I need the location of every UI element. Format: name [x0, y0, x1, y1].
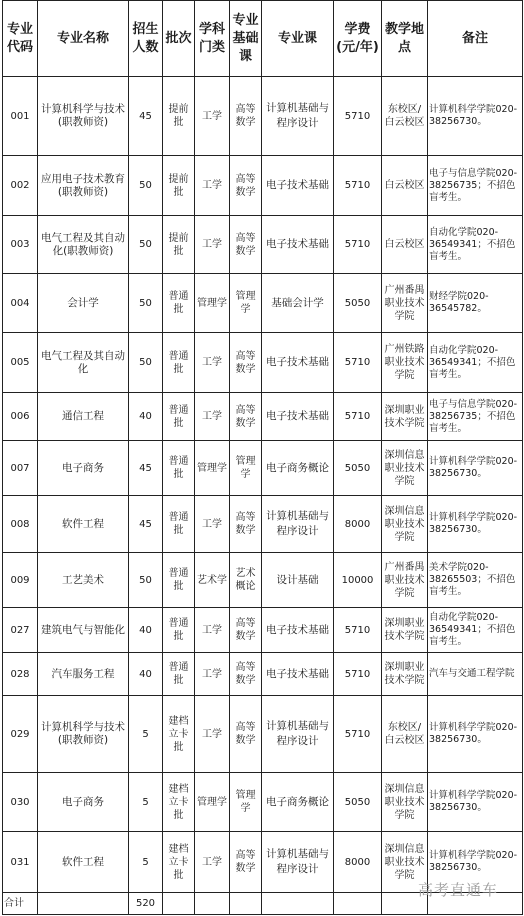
- cell-major-code: 028: [3, 653, 38, 696]
- cell-location: 深圳职业技术学院: [382, 608, 428, 653]
- cell-location: 深圳信息职业技术学院: [382, 496, 428, 553]
- cell-batch: 普通批: [163, 441, 195, 496]
- cell-location: 白云校区: [382, 156, 428, 216]
- cell-major-code: 009: [3, 553, 38, 608]
- header-remarks: 备注: [428, 1, 523, 77]
- cell-major-course: 电子商务概论: [262, 773, 334, 832]
- cell-location: 东校区/白云校区: [382, 696, 428, 773]
- cell-major-name: 会计学: [38, 274, 129, 333]
- cell-major-code: 003: [3, 216, 38, 274]
- cell-tuition: 5710: [334, 393, 382, 441]
- header-tuition: 学费(元/年): [334, 1, 382, 77]
- cell-location: 深圳职业技术学院: [382, 393, 428, 441]
- cell-major-name: 应用电子技术教育(职教师资): [38, 156, 129, 216]
- cell-major-code: 005: [3, 333, 38, 393]
- cell-remarks: 自动化学院020-36549341；不招色盲考生。: [428, 608, 523, 653]
- cell-batch: 普通批: [163, 653, 195, 696]
- cell-major-course: 电子技术基础: [262, 653, 334, 696]
- cell-batch: 建档立卡批: [163, 696, 195, 773]
- cell-tuition: 5710: [334, 608, 382, 653]
- cell-batch: 建档立卡批: [163, 773, 195, 832]
- cell-tuition: 5710: [334, 156, 382, 216]
- cell-remarks: 计算机科学学院020-38256730。: [428, 496, 523, 553]
- cell-batch: 普通批: [163, 496, 195, 553]
- cell-major-course: 电子技术基础: [262, 216, 334, 274]
- header-code: 专业代码: [3, 1, 38, 77]
- cell-major-code: 027: [3, 608, 38, 653]
- cell-basic-course: 高等数学: [230, 393, 262, 441]
- cell-basic-course: 管理学: [230, 274, 262, 333]
- cell-remarks: 美术学院020-38265503；不招色盲考生。: [428, 553, 523, 608]
- cell-location: 深圳职业技术学院: [382, 653, 428, 696]
- cell-major-name: 电气工程及其自动化: [38, 333, 129, 393]
- cell-remarks: 计算机科学学院020-38256730。: [428, 696, 523, 773]
- cell-enrollment: 45: [129, 77, 163, 156]
- table-row: [3, 77, 523, 156]
- cell-basic-course: 高等数学: [230, 832, 262, 893]
- header-enrollment: 招生人数: [129, 1, 163, 77]
- cell-major-code: 029: [3, 696, 38, 773]
- cell-major-code: 030: [3, 773, 38, 832]
- cell-basic-course: 管理学: [230, 773, 262, 832]
- cell-enrollment: 50: [129, 333, 163, 393]
- cell-basic-course: 高等数学: [230, 156, 262, 216]
- cell-location: 广州铁路职业技术学院: [382, 333, 428, 393]
- cell-discipline: 管理学: [195, 773, 230, 832]
- cell-location: 广州番禺职业技术学院: [382, 553, 428, 608]
- header-discipline: 学科门类: [195, 1, 230, 77]
- cell-tuition: 8000: [334, 496, 382, 553]
- cell-location: 深圳信息职业技术学院: [382, 832, 428, 893]
- cell-major-code: 001: [3, 77, 38, 156]
- cell-major-code: 008: [3, 496, 38, 553]
- cell-major-code: 031: [3, 832, 38, 893]
- cell-major-course: 计算机基础与程序设计: [262, 496, 334, 553]
- header-major-name: 专业名称: [38, 1, 129, 77]
- cell-discipline: 工学: [195, 653, 230, 696]
- cell-location: 深圳信息职业技术学院: [382, 773, 428, 832]
- table-row: [3, 653, 523, 696]
- cell-enrollment: 5: [129, 773, 163, 832]
- cell-remarks: 自动化学院020-36549341；不招色盲考生。: [428, 333, 523, 393]
- cell-tuition: 5050: [334, 773, 382, 832]
- cell-major-course: 计算机基础与程序设计: [262, 696, 334, 773]
- cell-major-name: 工艺美术: [38, 553, 129, 608]
- cell-discipline: 工学: [195, 216, 230, 274]
- cell-batch: 提前批: [163, 77, 195, 156]
- table-row: [3, 608, 523, 653]
- cell-batch: 普通批: [163, 274, 195, 333]
- cell-tuition: 5050: [334, 441, 382, 496]
- cell-remarks: 财经学院020-36545782。: [428, 274, 523, 333]
- cell-discipline: 工学: [195, 156, 230, 216]
- table-row: [3, 496, 523, 553]
- cell-major-name: 通信工程: [38, 393, 129, 441]
- cell-major-course: 电子商务概论: [262, 441, 334, 496]
- cell-location: 白云校区: [382, 216, 428, 274]
- cell-tuition: 5050: [334, 274, 382, 333]
- cell-location: 广州番禺职业技术学院: [382, 274, 428, 333]
- cell-major-code: 002: [3, 156, 38, 216]
- cell-major-course: 计算机基础与程序设计: [262, 832, 334, 893]
- cell-major-course: 基础会计学: [262, 274, 334, 333]
- cell-major-course: 电子技术基础: [262, 608, 334, 653]
- cell-discipline: 管理学: [195, 274, 230, 333]
- cell-tuition: 5710: [334, 333, 382, 393]
- cell-major-code: 007: [3, 441, 38, 496]
- cell-batch: 普通批: [163, 393, 195, 441]
- table-row: [3, 696, 523, 773]
- cell-enrollment: 40: [129, 653, 163, 696]
- cell-basic-course: 高等数学: [230, 333, 262, 393]
- cell-major-name: 计算机科学与技术(职教师资): [38, 77, 129, 156]
- cell-enrollment: 45: [129, 496, 163, 553]
- cell-remarks: 计算机科学学院020-38256730。: [428, 832, 523, 893]
- cell-major-name: 电气工程及其自动化(职教师资): [38, 216, 129, 274]
- cell-batch: 提前批: [163, 156, 195, 216]
- total-label: 合计: [3, 893, 38, 915]
- cell-enrollment: 40: [129, 608, 163, 653]
- cell-enrollment: 50: [129, 274, 163, 333]
- cell-remarks: 自动化学院020-36549341；不招色盲考生。: [428, 216, 523, 274]
- table-row: [3, 393, 523, 441]
- cell-enrollment: 50: [129, 216, 163, 274]
- cell-remarks: 计算机科学学院020-38256730。: [428, 773, 523, 832]
- cell-batch: 普通批: [163, 608, 195, 653]
- table-row: [3, 441, 523, 496]
- cell-enrollment: 45: [129, 441, 163, 496]
- cell-remarks: 计算机科学学院020-38256730。: [428, 77, 523, 156]
- cell-basic-course: 管理学: [230, 441, 262, 496]
- cell-discipline: 工学: [195, 608, 230, 653]
- cell-major-course: 设计基础: [262, 553, 334, 608]
- cell-major-code: 004: [3, 274, 38, 333]
- cell-discipline: 工学: [195, 696, 230, 773]
- cell-remarks: 计算机科学学院020-38256730。: [428, 441, 523, 496]
- table-row: [3, 773, 523, 832]
- cell-basic-course: 艺术概论: [230, 553, 262, 608]
- cell-major-name: 软件工程: [38, 496, 129, 553]
- cell-discipline: 工学: [195, 832, 230, 893]
- cell-basic-course: 高等数学: [230, 77, 262, 156]
- total-blank: [38, 893, 129, 915]
- cell-tuition: 5710: [334, 696, 382, 773]
- cell-batch: 普通批: [163, 333, 195, 393]
- cell-major-name: 电子商务: [38, 773, 129, 832]
- cell-tuition: 8000: [334, 832, 382, 893]
- cell-discipline: 艺术学: [195, 553, 230, 608]
- cell-major-name: 建筑电气与智能化: [38, 608, 129, 653]
- cell-batch: 提前批: [163, 216, 195, 274]
- cell-major-course: 电子技术基础: [262, 333, 334, 393]
- cell-major-code: 006: [3, 393, 38, 441]
- cell-remarks: 汽车与交通工程学院: [428, 653, 523, 696]
- cell-discipline: 工学: [195, 77, 230, 156]
- cell-location: 深圳信息职业技术学院: [382, 441, 428, 496]
- cell-tuition: 5710: [334, 653, 382, 696]
- header-location: 教学地点: [382, 1, 428, 77]
- cell-remarks: 电子与信息学院020-38256735；不招色盲考生。: [428, 393, 523, 441]
- cell-location: 东校区/白云校区: [382, 77, 428, 156]
- header-basic-course: 专业基础课: [230, 1, 262, 77]
- cell-enrollment: 5: [129, 696, 163, 773]
- admissions-table: [2, 0, 523, 915]
- cell-batch: 建档立卡批: [163, 832, 195, 893]
- cell-basic-course: 高等数学: [230, 608, 262, 653]
- cell-major-name: 汽车服务工程: [38, 653, 129, 696]
- cell-major-course: 电子技术基础: [262, 393, 334, 441]
- cell-tuition: 5710: [334, 216, 382, 274]
- cell-batch: 普通批: [163, 553, 195, 608]
- table-row: [3, 216, 523, 274]
- cell-basic-course: 高等数学: [230, 496, 262, 553]
- cell-tuition: 10000: [334, 553, 382, 608]
- cell-enrollment: 50: [129, 553, 163, 608]
- table-row: [3, 553, 523, 608]
- cell-discipline: 管理学: [195, 441, 230, 496]
- watermark: 高考直通车: [417, 881, 498, 899]
- header-row: [3, 1, 523, 77]
- cell-tuition: 5710: [334, 77, 382, 156]
- header-major-course: 专业课: [262, 1, 334, 77]
- table-row: [3, 333, 523, 393]
- cell-major-course: 电子技术基础: [262, 156, 334, 216]
- table-row: [3, 156, 523, 216]
- cell-discipline: 工学: [195, 496, 230, 553]
- total-count: 520: [129, 893, 163, 915]
- cell-enrollment: 5: [129, 832, 163, 893]
- cell-major-course: 计算机基础与程序设计: [262, 77, 334, 156]
- cell-enrollment: 40: [129, 393, 163, 441]
- cell-discipline: 工学: [195, 393, 230, 441]
- cell-major-name: 电子商务: [38, 441, 129, 496]
- cell-basic-course: 高等数学: [230, 696, 262, 773]
- cell-major-name: 计算机科学与技术(职教师资): [38, 696, 129, 773]
- table-row: [3, 274, 523, 333]
- cell-basic-course: 高等数学: [230, 216, 262, 274]
- header-batch: 批次: [163, 1, 195, 77]
- cell-discipline: 工学: [195, 333, 230, 393]
- cell-major-name: 软件工程: [38, 832, 129, 893]
- cell-basic-course: 高等数学: [230, 653, 262, 696]
- cell-enrollment: 50: [129, 156, 163, 216]
- cell-remarks: 电子与信息学院020-38256735；不招色盲考生。: [428, 156, 523, 216]
